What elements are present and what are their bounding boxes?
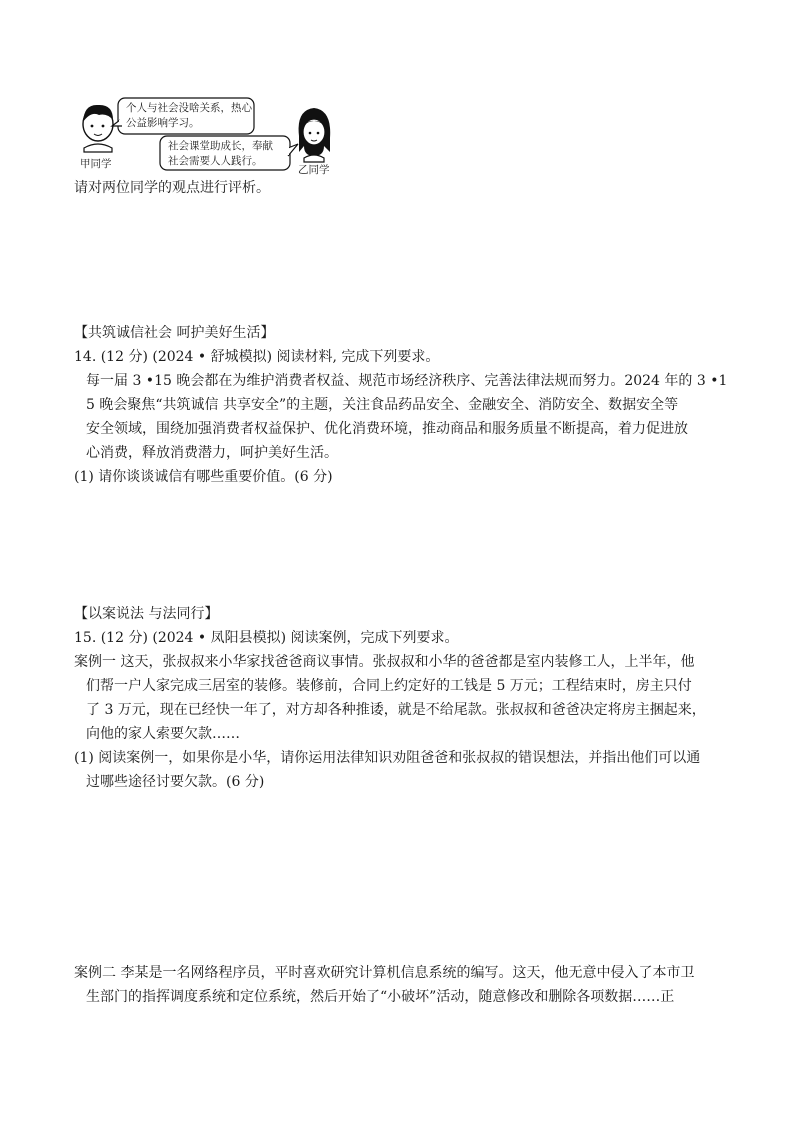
q13-prompt: 请对两位同学的观点进行评析。 bbox=[74, 180, 270, 196]
q15-title: 15. (12 分) (2024 • 凤阳县模拟) 阅读案例，完成下列要求。 bbox=[74, 630, 459, 646]
student-a-label: 甲同学 bbox=[80, 158, 112, 170]
student-a-figure bbox=[83, 105, 113, 152]
case1-line: 向他的家人索要欠款…… bbox=[86, 726, 240, 742]
q14-material-line: 安全领域，围绕加强消费者权益保护、优化消费环境，推动商品和服务质量不断提高，着力促进放 bbox=[86, 421, 688, 437]
student-b-label: 乙同学 bbox=[298, 164, 330, 176]
student-b-figure bbox=[299, 108, 331, 162]
case1-line: 们帮一户人家完成三居室的装修。装修前，合同上约定好的工钱是 5 万元；工程结束时，房主只付 bbox=[86, 678, 692, 694]
student-a-speech-line-2: 公益影响学习。 bbox=[126, 117, 200, 129]
case1-line: 了 3 万元，现在已经快一年了，对方却各种推诿，就是不给尾款。张叔叔和爸爸决定将房主捆起来， bbox=[86, 702, 706, 718]
section-honesty-heading: 【共筑诚信社会 呵护美好生活】 bbox=[74, 325, 275, 341]
q14-title: 14. (12 分) (2024 • 舒城模拟) 阅读材料, 完成下列要求。 bbox=[74, 349, 440, 365]
q14-material-line: 5 晚会聚焦“共筑诚信 共享安全”的主题，关注食品药品安全、金融安全、消防安全、数据安全等 bbox=[86, 397, 679, 413]
student-b-speech-line-2: 社会需要人人践行。 bbox=[168, 155, 263, 167]
student-b-speech-line-1: 社会课堂助成长，奉献 bbox=[168, 140, 273, 152]
student-a-speech-line-1: 个人与社会没啥关系，热心 bbox=[126, 102, 252, 114]
students-cartoon bbox=[74, 96, 344, 176]
section-law-heading: 【以案说法 与法同行】 bbox=[74, 606, 219, 622]
q15-subquestion-1-line: (1) 阅读案例一，如果你是小华，请你运用法律知识劝阻爸爸和张叔叔的错误想法，并指出他们可以通 bbox=[74, 750, 701, 766]
case1-line: 案例一 这天，张叔叔来小华家找爸爸商议事情。张叔叔和小华的爸爸都是室内装修工人，上半年，他 bbox=[74, 654, 695, 670]
case2-line: 案例二 李某是一名网络程序员，平时喜欢研究计算机信息系统的编写。这天，他无意中侵入了本市卫 bbox=[74, 965, 695, 981]
case2-line: 生部门的指挥调度系统和定位系统，然后开始了“小破坏”活动，随意修改和删除各项数据……正 bbox=[86, 989, 675, 1005]
q14-material-line: 每一届 3 •15 晚会都在为维护消费者权益、规范市场经济秩序、完善法律法规而努力。2024 年的 3 •1 bbox=[86, 373, 728, 389]
q15-subquestion-1-line: 过哪些途径讨要欠款。(6 分) bbox=[86, 774, 265, 790]
q14-material-line: 心消费，释放消费潜力，呵护美好生活。 bbox=[86, 445, 338, 461]
q14-subquestion-1: (1) 请你谈谈诚信有哪些重要价值。(6 分) bbox=[74, 469, 333, 485]
